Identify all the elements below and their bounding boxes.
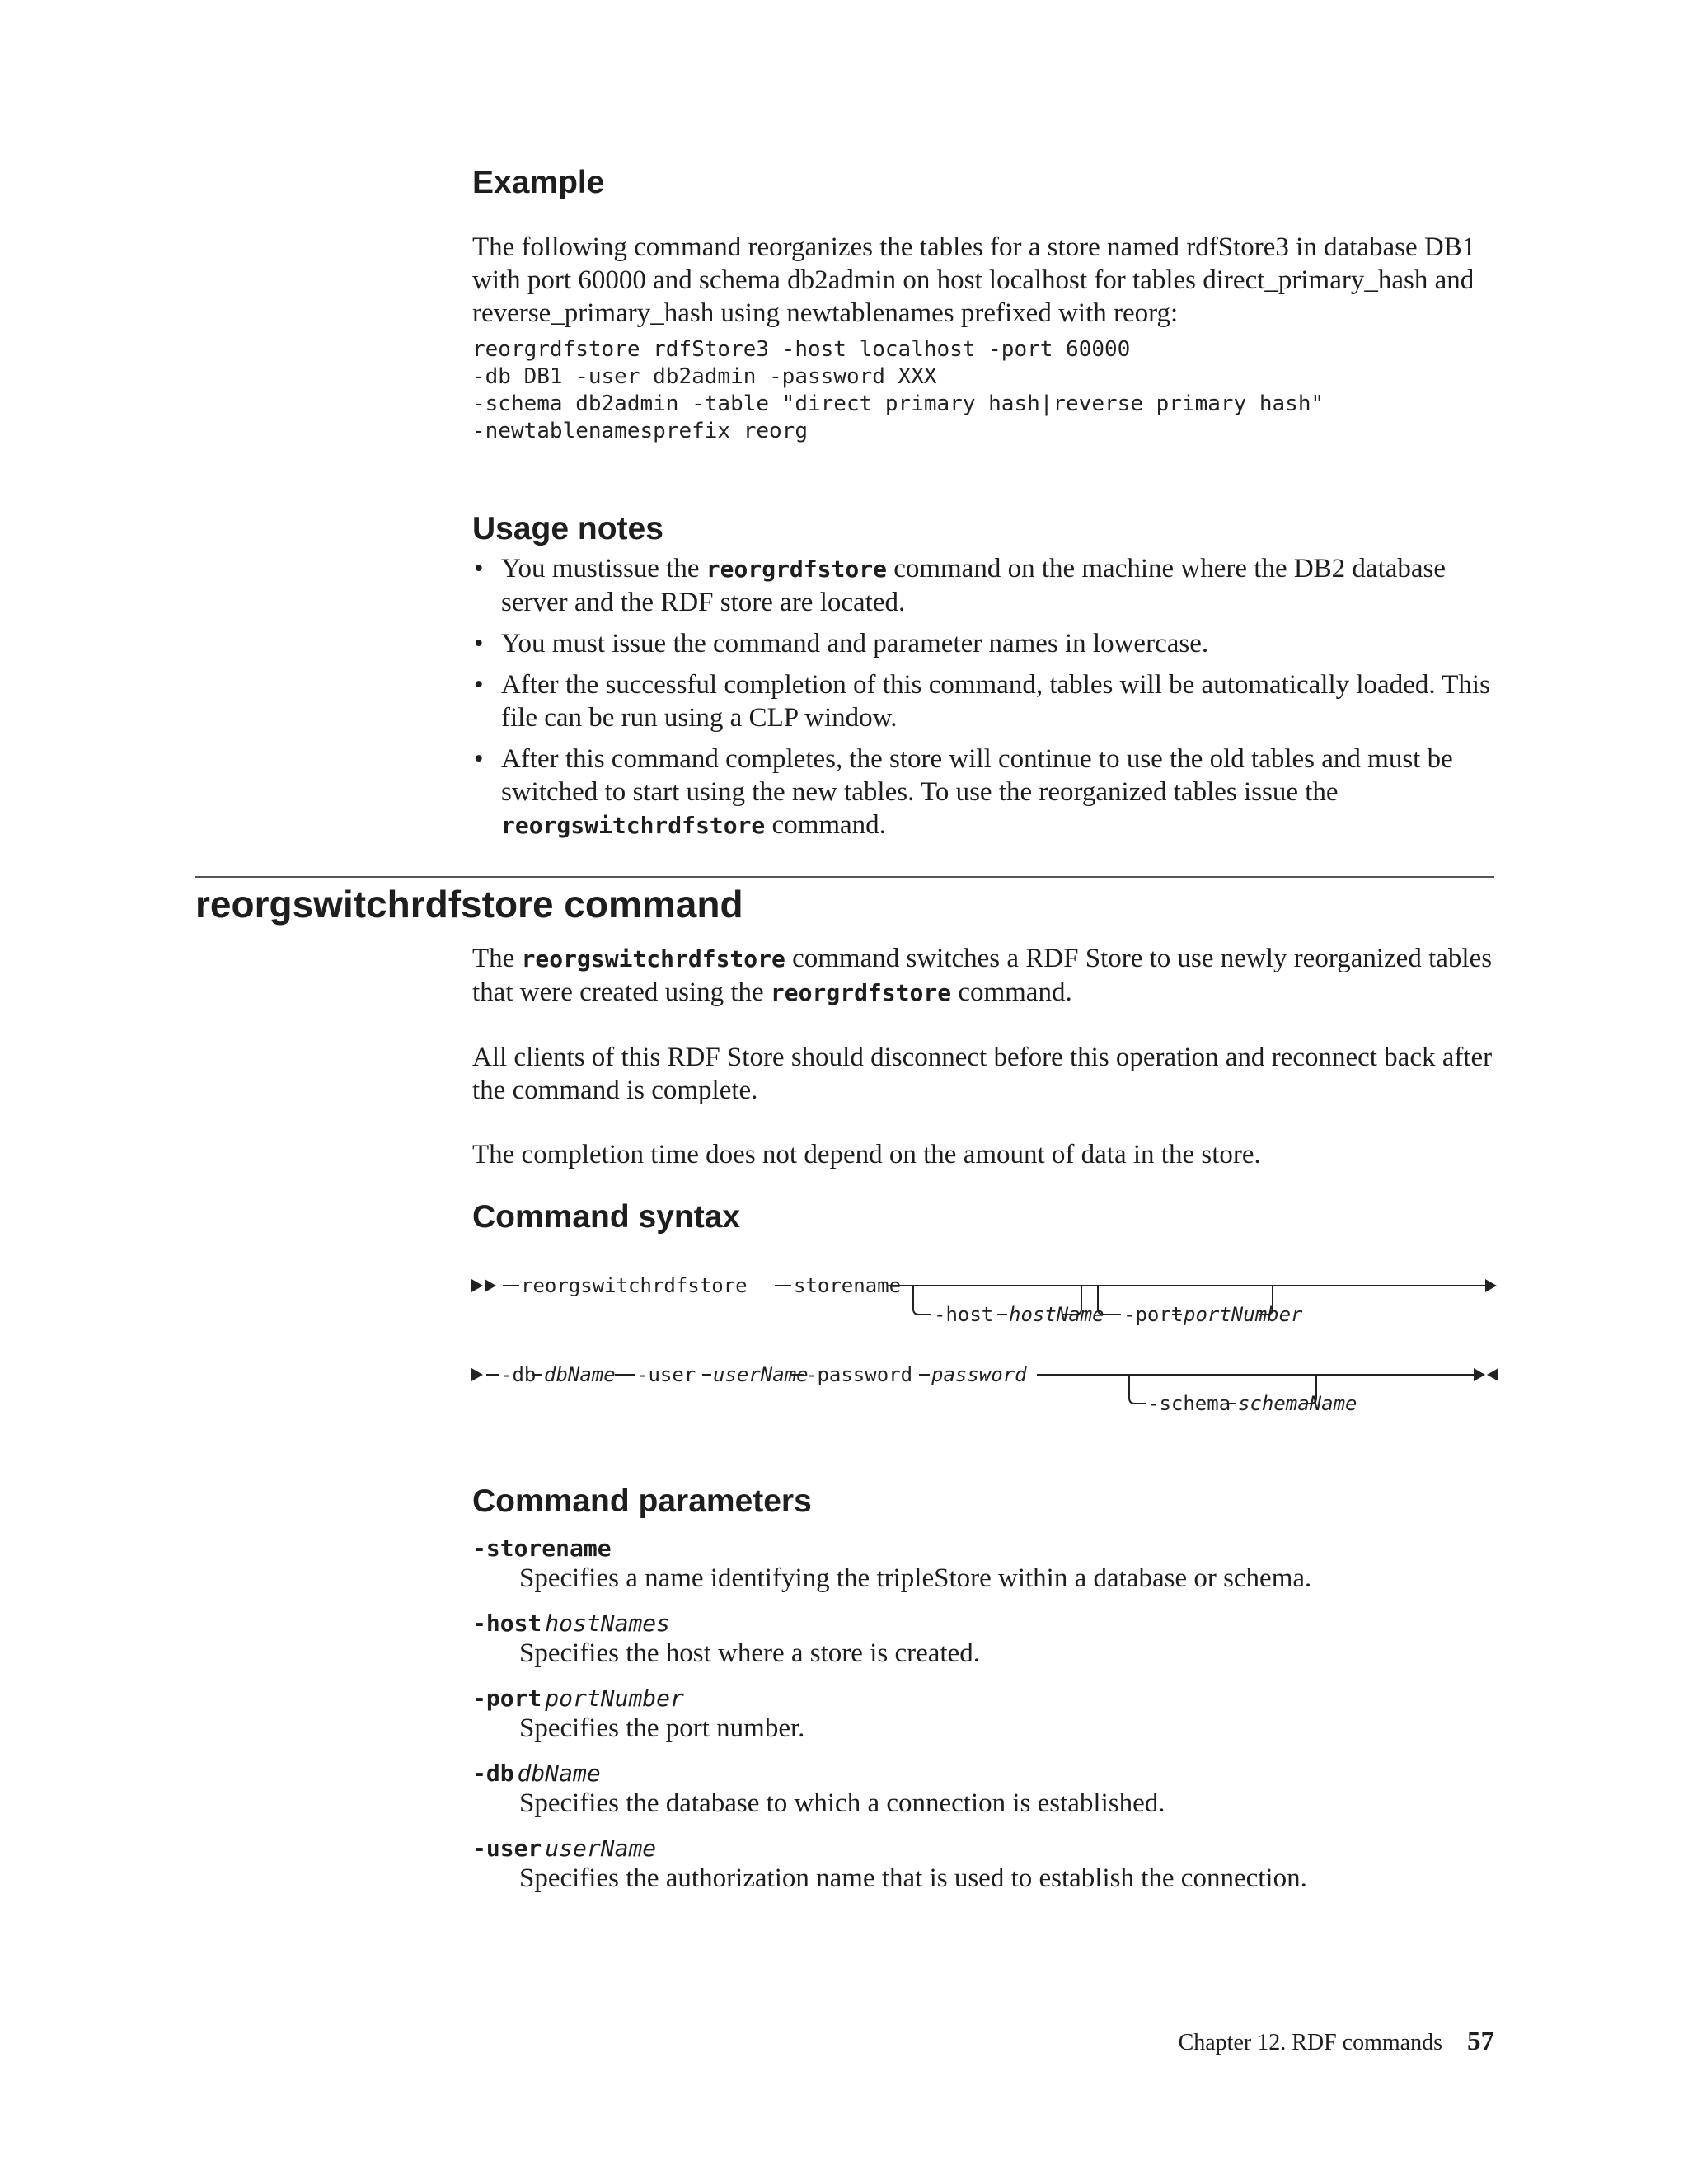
list-item: [472, 552, 1494, 619]
syntax-host-arg: hostName: [1009, 1303, 1104, 1326]
parameter-item: [472, 1685, 1494, 1745]
parameter-arg: dbName: [517, 1760, 601, 1787]
example-section: [472, 165, 1494, 445]
syntax-db-keyword: -db: [500, 1363, 537, 1386]
parameters-list: [472, 1535, 1494, 1895]
page-footer: [1179, 2027, 1494, 2057]
syntax-host-keyword: -host: [934, 1303, 994, 1326]
parameter-item: [472, 1835, 1494, 1895]
command-name: reorgrdfstore: [706, 555, 887, 583]
syntax-schema-keyword: -schema: [1147, 1392, 1231, 1415]
bullet: •: [474, 744, 484, 774]
parameter-arg: portNumber: [545, 1685, 684, 1712]
syntax-user-arg: userName: [713, 1363, 809, 1386]
usage-notes-section: [472, 511, 1494, 851]
syntax-password-arg: password: [931, 1363, 1027, 1386]
bullet: •: [474, 670, 484, 700]
parameter-name: -host: [472, 1610, 542, 1637]
syntax-port-keyword: -port: [1123, 1303, 1184, 1326]
note-text: After this command completes, the store will continue to use the old tables and must be switched to start using the new tables. To use the reorganized tables issue the: [501, 744, 1453, 807]
note-text: You mustissue the: [501, 554, 706, 583]
note-text: command.: [765, 810, 886, 840]
bullet: •: [474, 629, 484, 658]
syntax-heading: Command syntax: [472, 1199, 741, 1235]
example-heading: Example: [472, 165, 605, 200]
note-text: After the successful completion of this command, tables will be automatically loaded. This file can be run using a CLP window.: [501, 670, 1490, 733]
command-name: reorgswitchrdfstore: [501, 812, 766, 839]
parameter-item: [472, 1610, 1494, 1670]
parameter-name: -db: [472, 1760, 514, 1787]
note-text: command on the machine where the DB2 database server and the RDF store are located.: [501, 554, 1447, 617]
parameter-description: Specifies the database to which a connection is established.: [519, 1788, 1165, 1818]
parameter-description: Specifies the host where a store is created.: [519, 1638, 980, 1668]
section-paragraph: The completion time does not depend on the amount of data in the store.: [472, 1140, 1261, 1169]
bullet: •: [474, 554, 484, 583]
section-paragraph: All clients of this RDF Store should disconnect before this operation and reconnect back after the command is complete.: [472, 1043, 1493, 1105]
parameter-description: Specifies a name identifying the tripleStore within a database or schema.: [519, 1563, 1312, 1593]
section-divider: [195, 876, 1494, 878]
para-text: The: [472, 944, 522, 973]
syntax-cmd: reorgswitchrdfstore: [521, 1274, 748, 1297]
parameter-name: -port: [472, 1685, 542, 1712]
footer-chapter: Chapter 12. RDF commands: [1178, 2030, 1442, 2055]
syntax-diagram: [470, 1265, 1500, 1430]
section-body: [472, 942, 1494, 1171]
example-code: reorgrdfstore rdfStore3 -host localhost -port 60000 -db DB1 -user db2admin -password XXX -schema db2admin -table "direct_primary_hash|reverse_primary_hash" -newtablenamesprefix reorg: [472, 337, 1325, 443]
parameter-description: Specifies the authorization name that is used to establish the connection.: [519, 1863, 1307, 1893]
command-name: reorgrdfstore: [770, 979, 952, 1006]
list-item: [472, 627, 1494, 660]
note-text: You must issue the command and parameter names in lowercase.: [501, 629, 1209, 658]
syntax-storename: storename: [794, 1274, 902, 1297]
syntax-password-keyword: -password: [805, 1363, 913, 1386]
usage-notes-list: [472, 552, 1494, 842]
example-intro: The following command reorganizes the tables for a store named rdfStore3 in database DB1 with port 60000 and schema db2admin on host localhost for tables direct_primary_hash and reverse_primary_hash using newtablenames prefixed with reorg:: [472, 232, 1476, 328]
syntax-port-arg: portNumber: [1184, 1303, 1303, 1326]
parameters-section: [472, 1483, 1494, 1910]
list-item: [472, 668, 1494, 734]
command-name: reorgswitchrdfstore: [521, 945, 785, 972]
list-item: [472, 743, 1494, 842]
parameter-name: -user: [472, 1835, 542, 1862]
parameter-description: Specifies the port number.: [519, 1713, 805, 1743]
parameter-item: [472, 1535, 1494, 1595]
section-title: reorgswitchrdfstore command: [195, 883, 743, 926]
parameters-heading: Command parameters: [472, 1483, 812, 1519]
para-text: command.: [951, 977, 1072, 1007]
section-paragraph: [472, 942, 1494, 1010]
usage-notes-heading: Usage notes: [472, 511, 663, 546]
parameter-arg: userName: [545, 1835, 657, 1862]
parameter-item: [472, 1760, 1494, 1820]
syntax-schema-arg: schemaName: [1238, 1392, 1357, 1415]
para-text: command switches a RDF Store to use newly reorganized tables that were created using the: [472, 944, 1493, 1007]
page-number: 57: [1467, 2027, 1494, 2056]
parameter-arg: hostNames: [545, 1610, 671, 1637]
syntax-db-arg: dbName: [544, 1363, 616, 1386]
section-header: [195, 882, 1494, 926]
syntax-user-keyword: -user: [636, 1363, 696, 1386]
parameter-name: -storename: [472, 1535, 612, 1562]
syntax-section: [472, 1199, 1494, 1235]
